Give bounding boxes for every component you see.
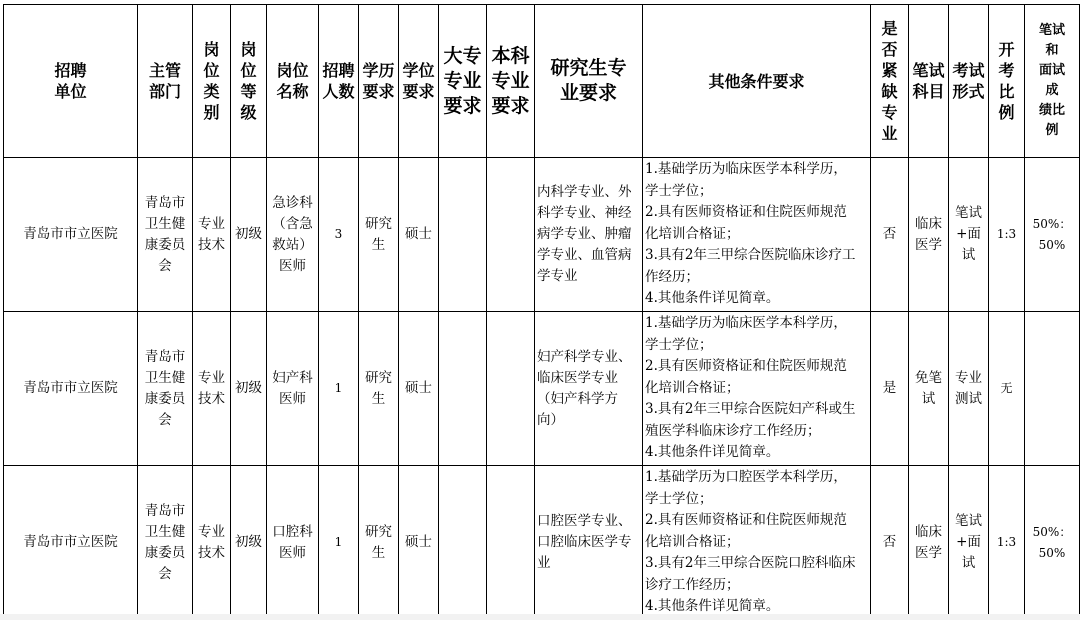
cell-category: [193, 158, 231, 312]
cell-junior-major: [439, 466, 487, 620]
cell-category-line: 技术: [198, 544, 225, 561]
header-junior-major-line: 专业: [443, 69, 482, 92]
header-shortage-line: 业: [881, 124, 898, 143]
cell-degree: 硕士: [399, 158, 439, 312]
cell-ratio: 1:3: [989, 466, 1025, 620]
cell-dept-line: 会: [158, 257, 172, 274]
header-category-line: 岗: [203, 40, 220, 59]
header-dept: [138, 5, 193, 158]
header-edu-line: 要求: [362, 82, 395, 101]
header-unit: [4, 5, 138, 158]
cell-degree: 硕士: [399, 466, 439, 620]
cell-subject-line: 临床: [915, 215, 942, 232]
header-unit-line: 单位: [54, 82, 87, 101]
cell-category-line: 专业: [198, 523, 225, 540]
cell-other-conditions: [643, 158, 871, 312]
header-junior-major: [439, 5, 487, 158]
header-category: [193, 5, 231, 158]
cell-edu: [359, 312, 399, 466]
header-shortage: [871, 5, 909, 158]
cell-degree: 硕士: [399, 312, 439, 466]
cell-post-line: 口腔科: [272, 523, 313, 540]
table-row: [4, 312, 1080, 466]
header-other-conditions: 其他条件要求: [643, 5, 871, 158]
header-subject-line: 科目: [912, 82, 945, 101]
cell-form-line: 测试: [955, 390, 982, 407]
cell-post-line: 医师: [279, 544, 306, 561]
cell-shortage: 否: [871, 158, 909, 312]
cell-bachelor-major: [487, 158, 535, 312]
cell-post-line: 医师: [279, 257, 306, 274]
header-graduate-major-line: 业要求: [559, 82, 617, 104]
cell-other-conditions-line: 学士学位；: [645, 182, 713, 199]
cell-other-conditions-line: 2.具有医师资格证和住院医师规范: [645, 358, 847, 375]
header-dept-line: 主管: [148, 61, 181, 80]
cell-category-line: 专业: [198, 215, 225, 232]
cell-ratio: 无: [989, 312, 1025, 466]
header-level-line: 岗: [240, 40, 257, 59]
header-degree-line: 要求: [402, 82, 435, 101]
cell-other-conditions: [643, 466, 871, 620]
cell-other-conditions-line: 3.具有2年三甲综合医院临床诊疗工: [645, 247, 856, 264]
header-degree: [399, 5, 439, 158]
header-bachelor-major: [487, 5, 535, 158]
cell-form-line: 笔试: [955, 205, 982, 221]
cell-form-line: +面: [956, 534, 981, 550]
cell-dept-line: 会: [158, 565, 172, 582]
header-subject-line: 笔试: [912, 61, 945, 80]
cell-subject-line: 试: [921, 390, 936, 407]
header-shortage-line: 缺: [881, 82, 898, 101]
cell-graduate-major-line: 内科学专业、外: [537, 184, 632, 200]
cell-post-line: 急诊科: [272, 194, 313, 211]
cell-edu-line: 研究: [365, 215, 392, 232]
header-category-line: 位: [203, 61, 220, 80]
table-row: [4, 158, 1080, 312]
cell-edu-line: 研究: [365, 523, 392, 540]
cell-other-conditions-line: 作经历；: [645, 268, 699, 285]
cell-other-conditions-line: 化培训合格证；: [645, 379, 740, 396]
cell-bachelor-major: [487, 312, 535, 466]
header-ratio-line: 考: [998, 61, 1015, 80]
cell-ratio: 1:3: [989, 158, 1025, 312]
cell-weight: [1025, 466, 1080, 620]
cell-count: 1: [319, 466, 359, 620]
cell-graduate-major-line: 口腔临床医学专: [537, 534, 632, 550]
cell-category: [193, 312, 231, 466]
header-weight-line: 笔试: [1038, 23, 1065, 38]
cell-form-line: +面: [956, 226, 981, 242]
cell-graduate-major-line: 学专业、血管病: [537, 247, 632, 263]
cell-other-conditions-line: 化培训合格证；: [645, 533, 740, 550]
cell-edu-line: 生: [371, 544, 386, 561]
cell-graduate-major: [535, 312, 643, 466]
header-category-line: 类: [203, 82, 220, 101]
cell-edu: [359, 466, 399, 620]
cell-other-conditions-line: 1.基础学历为口腔医学本科学历，: [645, 468, 847, 485]
header-graduate-major: [535, 5, 643, 158]
header-shortage-line: 是: [881, 19, 898, 38]
header-subject: [909, 5, 949, 158]
header-form-line: 考试: [952, 61, 985, 80]
cell-other-conditions-line: 2.具有医师资格证和住院医师规范: [645, 512, 847, 529]
cell-level: 初级: [231, 158, 267, 312]
cell-edu-line: 生: [371, 236, 386, 253]
cell-form: [949, 466, 989, 620]
cell-dept-line: 青岛市: [144, 348, 186, 365]
page-bottom-strip: [0, 614, 1080, 620]
recruitment-table: [3, 4, 1080, 620]
cell-count: 1: [319, 312, 359, 466]
cell-weight-line: 50%: [1038, 545, 1066, 560]
cell-unit: 青岛市市立医院: [4, 466, 138, 620]
cell-dept-line: 康委员: [144, 390, 186, 407]
header-ratio-line: 开: [998, 40, 1015, 59]
cell-unit: 青岛市市立医院: [4, 158, 138, 312]
header-bachelor-major-line: 专业: [491, 69, 530, 92]
cell-other-conditions-line: 1.基础学历为临床医学本科学历，: [645, 314, 847, 331]
cell-other-conditions-line: 学士学位；: [645, 336, 713, 353]
header-count-line: 招聘: [322, 61, 355, 80]
header-ratio-line: 比: [998, 82, 1015, 101]
header-degree-line: 学位: [402, 61, 435, 80]
cell-graduate-major-line: 业: [537, 555, 551, 571]
cell-category-line: 技术: [198, 236, 225, 253]
cell-shortage: 否: [871, 466, 909, 620]
cell-weight: [1025, 312, 1080, 466]
cell-post-line: 妇产科: [272, 369, 313, 386]
header-count-line: 人数: [322, 82, 355, 101]
header-category-line: 别: [203, 103, 220, 122]
header-post: [267, 5, 319, 158]
header-junior-major-line: 要求: [443, 94, 482, 117]
table-row: [4, 466, 1080, 620]
cell-subject-line: 临床: [915, 523, 942, 540]
header-bachelor-major-line: 本科: [491, 44, 530, 67]
cell-unit: 青岛市市立医院: [4, 312, 138, 466]
cell-dept-line: 卫生健: [144, 215, 186, 232]
header-weight: [1025, 5, 1080, 158]
header-post-line: 岗位: [276, 61, 309, 80]
cell-other-conditions-line: 3.具有2年三甲综合医院妇产科或生: [645, 401, 856, 418]
header-post-line: 名称: [276, 82, 309, 101]
cell-graduate-major-line: 学专业: [537, 268, 578, 284]
cell-dept-line: 会: [158, 411, 172, 428]
cell-graduate-major: [535, 158, 643, 312]
cell-graduate-major-line: 妇产科学专业、: [537, 348, 632, 365]
cell-graduate-major-line: 科学专业、神经: [537, 205, 632, 221]
cell-weight-line: 50%：: [1032, 216, 1072, 231]
header-shortage-line: 专: [881, 103, 898, 122]
header-form-line: 形式: [952, 82, 985, 101]
header-level: [231, 5, 267, 158]
cell-subject: [909, 312, 949, 466]
header-form: [949, 5, 989, 158]
header-edu: [359, 5, 399, 158]
cell-dept-line: 卫生健: [144, 369, 186, 386]
cell-other-conditions-line: 2.具有医师资格证和住院医师规范: [645, 204, 847, 221]
cell-other-conditions-line: 诊疗工作经历；: [645, 576, 740, 593]
cell-post: [267, 312, 319, 466]
header-edu-line: 学历: [362, 61, 395, 80]
cell-form-line: 笔试: [955, 513, 982, 529]
cell-graduate-major: [535, 466, 643, 620]
cell-post-line: 救站）: [272, 236, 313, 253]
cell-other-conditions-line: 1.基础学历为临床医学本科学历，: [645, 160, 847, 177]
cell-form-line: 试: [961, 247, 976, 263]
cell-junior-major: [439, 312, 487, 466]
cell-subject-line: 免笔: [915, 369, 942, 386]
cell-other-conditions-line: 4.其他条件详见简章。: [645, 290, 780, 307]
cell-dept: [138, 158, 193, 312]
header-ratio-line: 例: [998, 103, 1015, 122]
cell-other-conditions-line: 学士学位；: [645, 490, 713, 507]
cell-form: [949, 312, 989, 466]
cell-weight-line: 50%：: [1032, 524, 1072, 539]
cell-form-line: 试: [961, 555, 976, 571]
cell-graduate-major-line: 临床医学专业: [537, 369, 618, 386]
header-level-line: 位: [240, 61, 257, 80]
cell-other-conditions-line: 化培训合格证；: [645, 225, 740, 242]
header-shortage-line: 否: [881, 40, 898, 59]
header-count: [319, 5, 359, 158]
cell-subject-line: 医学: [915, 236, 942, 253]
header-weight-line: 例: [1045, 123, 1059, 138]
cell-weight: [1025, 158, 1080, 312]
cell-post-line: 医师: [279, 390, 306, 407]
header-row: [4, 5, 1080, 158]
cell-count: 3: [319, 158, 359, 312]
cell-dept-line: 青岛市: [144, 194, 186, 211]
cell-post: [267, 158, 319, 312]
cell-other-conditions-line: 3.具有2年三甲综合医院口腔科临床: [645, 555, 856, 572]
header-level-line: 等: [240, 82, 257, 101]
cell-graduate-major-line: 口腔医学专业、: [537, 513, 632, 529]
cell-category-line: 专业: [198, 369, 225, 386]
cell-level: 初级: [231, 312, 267, 466]
cell-graduate-major-line: （妇产科学方: [537, 390, 618, 407]
cell-edu-line: 研究: [365, 369, 392, 386]
cell-edu: [359, 158, 399, 312]
cell-dept-line: 康委员: [144, 544, 186, 561]
cell-form-line: 专业: [955, 369, 982, 386]
header-bachelor-major-line: 要求: [491, 94, 530, 117]
cell-bachelor-major: [487, 466, 535, 620]
header-unit-line: 招聘: [54, 61, 87, 80]
cell-form: [949, 158, 989, 312]
cell-dept-line: 青岛市: [144, 502, 186, 519]
cell-junior-major: [439, 158, 487, 312]
header-weight-line: 成: [1045, 83, 1059, 98]
cell-subject: [909, 158, 949, 312]
cell-other-conditions-line: 4.其他条件详见简章。: [645, 444, 780, 461]
cell-dept: [138, 312, 193, 466]
header-ratio: [989, 5, 1025, 158]
cell-subject: [909, 466, 949, 620]
header-dept-line: 部门: [148, 82, 181, 101]
cell-edu-line: 生: [371, 390, 386, 407]
header-level-line: 级: [240, 103, 257, 122]
cell-other-conditions-line: 殖医学科临床诊疗工作经历；: [645, 422, 821, 439]
header-weight-line: 绩比: [1038, 103, 1065, 118]
header-shortage-line: 紧: [881, 61, 898, 80]
cell-category: [193, 466, 231, 620]
cell-dept: [138, 466, 193, 620]
cell-post: [267, 466, 319, 620]
cell-weight-line: 50%: [1038, 237, 1066, 252]
cell-shortage: 是: [871, 312, 909, 466]
header-weight-line: 面试: [1038, 63, 1065, 78]
cell-category-line: 技术: [198, 390, 225, 407]
cell-other-conditions-line: 4.其他条件详见简章。: [645, 598, 780, 615]
cell-level: 初级: [231, 466, 267, 620]
cell-graduate-major-line: 病学专业、肿瘤: [537, 226, 632, 242]
header-weight-line: 和: [1045, 43, 1059, 58]
cell-graduate-major-line: 向）: [537, 411, 564, 428]
cell-dept-line: 康委员: [144, 236, 186, 253]
cell-post-line: （含急: [272, 215, 313, 232]
cell-dept-line: 卫生健: [144, 523, 186, 540]
header-junior-major-line: 大专: [443, 44, 482, 67]
cell-subject-line: 医学: [915, 544, 942, 561]
cell-other-conditions: [643, 312, 871, 466]
header-graduate-major-line: 研究生专: [550, 57, 627, 79]
